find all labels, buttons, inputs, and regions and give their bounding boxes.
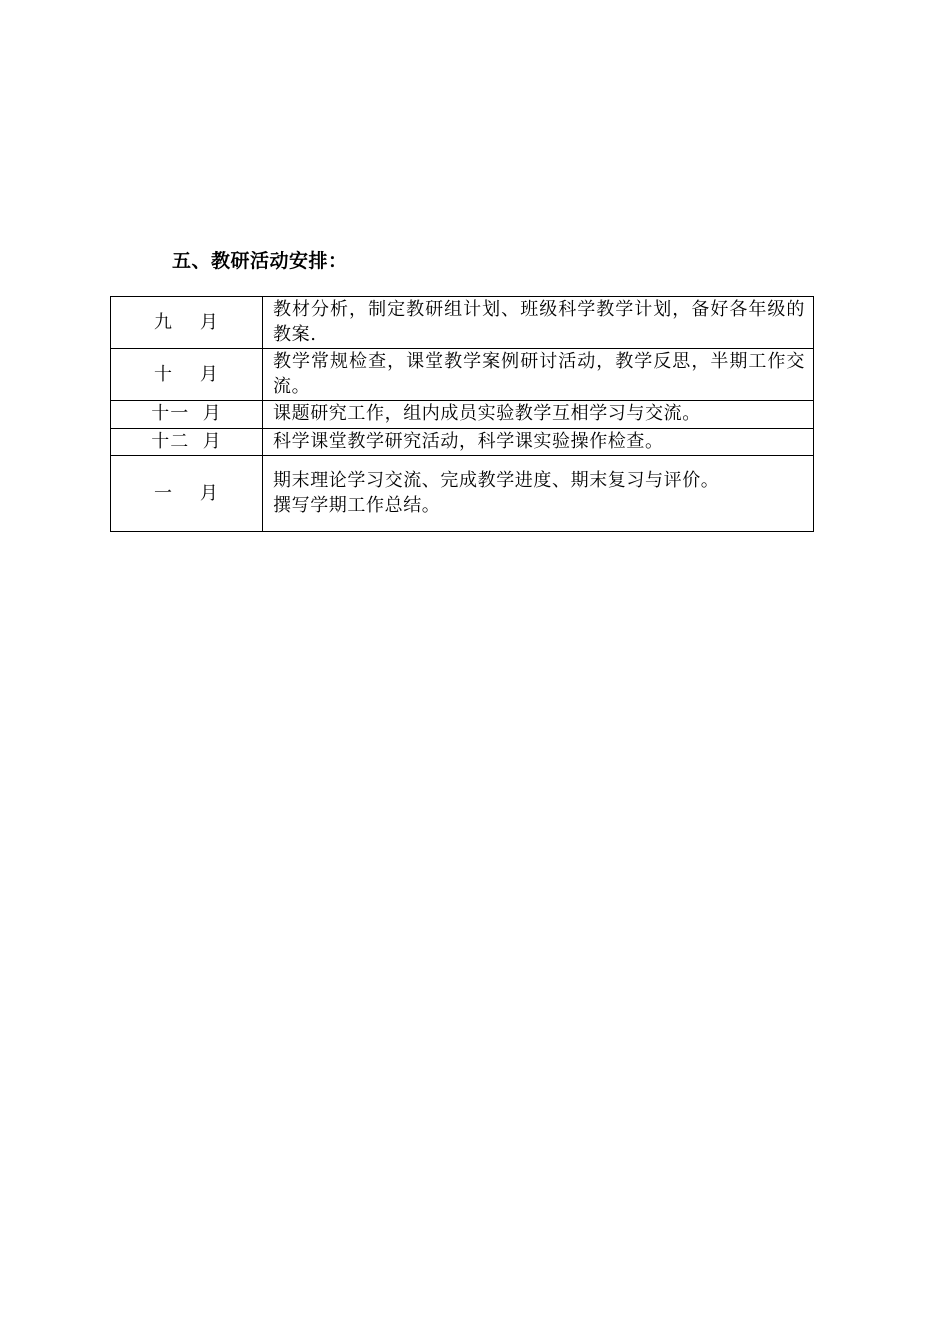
month-cell <box>111 428 263 456</box>
activity-text: 期末理论学习交流、完成教学进度、期末复习与评价。 <box>273 470 720 491</box>
month-label: 九 月 <box>154 311 219 333</box>
activity-cell <box>263 297 814 349</box>
section-heading: 五、教研活动安排： <box>172 250 348 272</box>
month-label: 十二 月 <box>151 430 222 452</box>
activity-text: 撰写学期工作总结。 <box>273 494 441 516</box>
activity-text: 教学常规检查，课堂教学案例研讨活动，教学反思，半期工作交流。 <box>273 351 805 397</box>
table-row <box>111 349 814 401</box>
activity-cell <box>263 456 814 532</box>
activity-cell <box>263 428 814 456</box>
activity-text: 教材分析，制定教研组计划、班级科学教学计划，备好各年级的教案. <box>273 299 805 345</box>
month-cell <box>111 297 263 349</box>
month-label: 一 月 <box>154 482 219 504</box>
activity-cell <box>263 401 814 429</box>
month-label: 十一 月 <box>151 403 222 425</box>
month-cell <box>111 401 263 429</box>
table-row <box>111 428 814 456</box>
table-row <box>111 297 814 349</box>
month-label: 十 月 <box>154 363 219 385</box>
table-row <box>111 401 814 429</box>
month-cell <box>111 349 263 401</box>
schedule-table <box>110 296 814 532</box>
month-cell <box>111 456 263 532</box>
table-row <box>111 456 814 532</box>
activity-cell <box>263 349 814 401</box>
activity-text: 科学课堂教学研究活动，科学课实验操作检查。 <box>273 430 664 452</box>
activity-text: 课题研究工作，组内成员实验教学互相学习与交流。 <box>273 403 701 424</box>
